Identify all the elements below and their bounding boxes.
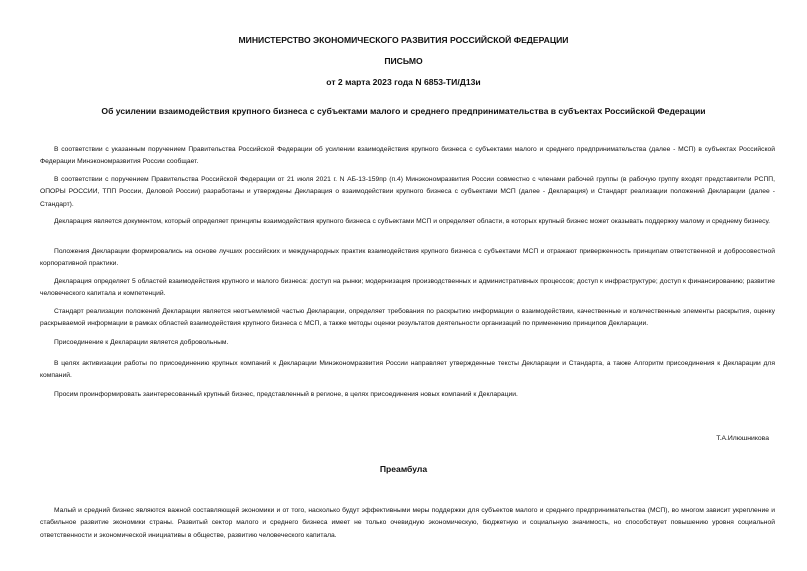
paragraph: Положения Декларации формировались на основе лучших российских и международных практик взаимодействия крупного бизнеса с субъектами МСП и отражают приверженность принципам ответственной и добросовестной корпоративной практики.	[40, 248, 775, 268]
paragraph: В соответствии с поручением Правительства Российской Федерации от 21 июля 2021 г. N АБ-13-159пр (п.4) Минэкономразвития России совместно с членами рабочей группы (в рабочую группу входят представители РСПП, ОПОРЫ РОССИИ, ТПП России, Деловой России) разработаны и утверждены Декларация о взаимодействии крупного бизнеса с субъектами МСП (далее - Декларация) и Стандарт реализации положений Декларации (далее - Стандарт).	[40, 176, 775, 208]
paragraph: Стандарт реализации положений Декларации является неотъемлемой частью Декларации, определяет требования по раскрытию информации о взаимодействии, качественные и количественные элементы раскрытия, оценку раскрываемой информации в рамках областей взаимодействия крупного бизнеса с МСП, а также методы оценки результатов деятельности организаций по применению принципов Декларации.	[40, 308, 775, 328]
preamble-paragraph: Малый и средний бизнес являются важной составляющей экономики и от того, насколько будут эффективными меры поддержки для субъектов малого и среднего предпринимательства (МСП), во многом зависит укрепление и стабильное развитие экономики страны. Развитый сектор малого и среднего бизнеса имеет не только очевидную экономическую, бюджетную и социальную значимость, но способствует повышению уровня социальной ответственности и экономической инициативы в обществе, развитию человеческого капитала.	[40, 507, 775, 539]
paragraph: Декларация является документом, который определяет принципы взаимодействия крупного бизнеса с субъектами МСП и определяет области, в которых крупный бизнес может оказывать поддержку малому и среднему бизнесу.	[54, 218, 771, 225]
paragraph: Декларация определяет 5 областей взаимодействия крупного и малого бизнеса: доступ на рынки; модернизация производственных и административных процессов; доступ к инфраструктуре; доступ к финансированию; развитие человеческого капитала и компетенций.	[40, 278, 775, 298]
paragraph: Просим проинформировать заинтересованный крупный бизнес, представленный в регионе, в целях присоединения новых компаний к Декларации.	[54, 391, 518, 398]
paragraph: В соответствии с указанным поручением Правительства Российской Федерации об усилении взаимодействия крупного бизнеса с субъектами малого и среднего предпринимательства (далее - МСП) в субъектах Российской Федерации Минэкономразвития России сообщает.	[40, 146, 775, 166]
preamble-title: Преамбула	[379, 464, 428, 474]
paragraph: Присоединение к Декларации является добровольным.	[54, 339, 229, 346]
ministry-title: МИНИСТЕРСТВО ЭКОНОМИЧЕСКОГО РАЗВИТИЯ РОССИЙСКОЙ ФЕДЕРАЦИИ	[238, 35, 569, 45]
paragraph: В целях активизации работы по присоединению крупных компаний к Декларации Минэкономразвития России направляет утвержденные тексты Декларации и Стандарта, а также Алгоритм присоединения к Декларации для компаний.	[40, 360, 775, 380]
document-type: ПИСЬМО	[384, 56, 423, 66]
document-date-number: от 2 марта 2023 года N 6853-ТИ/Д13и	[326, 77, 481, 87]
document-subject: Об усилении взаимодействия крупного бизнеса с субъектами малого и среднего предпринимательства в субъектах Российской Федерации	[101, 106, 706, 116]
signatory-name: Т.А.Илюшникова	[716, 435, 769, 442]
